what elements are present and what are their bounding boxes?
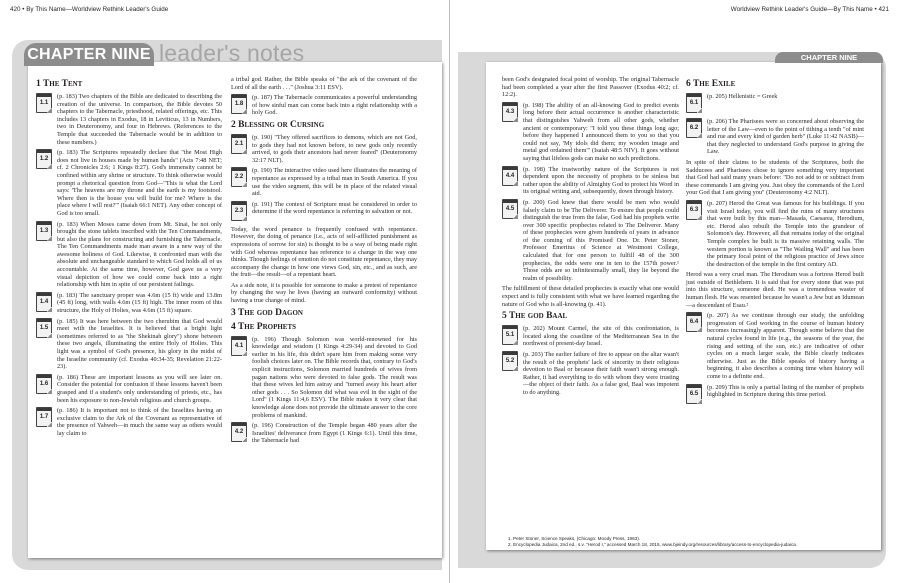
note-text: (p. 205) Hellenistic = Greek <box>707 93 778 100</box>
note-text: (p. 183) Two chapters of the Bible are dedicated to describing the creation of the universe. In comparison, the Bible devotes 50 chapters to the Tabernacle, priesthood, related offerings, etc. This includes 13 chapters in Exodus, 18 in Leviticus, 13 in Numbers, two in Deuteronomy, and four in Hebrews. (References to the Temple that succeeded the Tabernacle would be in addition to these numbers.) <box>57 93 222 146</box>
note-icon: 1.1 <box>36 93 52 113</box>
paragraph: a tribal god. Rather, the Bible speaks of "the ark of the covenant of the Lord of all the earth . . ." (Joshua 3:11 ESV). <box>231 76 417 91</box>
note-1-1 <box>36 93 222 146</box>
note-text: (p. 198) The trustworthy nature of the Scriptures is not dependent upon the necessity of prophets to be sinless but rather upon the ability of Almighty God to protect his Word in its original writing and, subsequently, down through history. <box>523 165 679 196</box>
note-icon: 2.2 <box>231 167 247 187</box>
paragraph: been God's designated focal point of worship. The original Tabernacle had been completed a year after the first Passover (Exodus 40:2; cf. 12:2). <box>502 76 679 99</box>
note-text: (p. 190) "They offered sacrifices to demons, which are not God, to gods they had not known before, to new gods only recently arrived, to gods their ancestors had never feared" (Deuteronomy 32:17 NLT). <box>252 133 417 164</box>
note-1-2 <box>36 149 222 217</box>
note-text: (p. 183) When Moses came down from Mt. Sinai, he not only brought the stone tablets inscribed with the Ten Commandments, but also the plans for constructing and furnishing the Tabernacle. The Ten Commandments made man aware in a new way of the awesome holiness of God. Likewise, it confronted man with the absolute and unchangeable standard to which God holds all of us accountable. At the same time, however, God gave us a very visual depiction of how we could come back into a right relationship with him in spite of our persistent failings. <box>57 220 222 289</box>
note-6-1 <box>686 93 864 115</box>
chapter-tab: CHAPTER NINE <box>24 43 154 66</box>
note-1-6 <box>36 374 222 404</box>
note-icon: 6.1 <box>686 93 702 113</box>
gutter-divider <box>449 0 450 583</box>
note-icon: 1.4 <box>36 292 52 312</box>
column-4 <box>686 76 864 409</box>
note-icon: 6.5 <box>686 384 702 404</box>
note-text: (p. 206) The Pharisees were so concerned about observing the letter of the Law—even to the point of tithing a tenth "of mint and rue and every kind of garden herb" (Luke 11:42 NASB)—that they neglected to understand God's purpose in giving the Law. <box>707 118 864 156</box>
footnote-2: 2. Encyclopedia Judaica, 2nd ed., s.v. "Herod I," accessed March 18, 2015, www.bjeindy.org/resources/library/access-to-encyclopedia-judaica. <box>508 542 798 548</box>
section-heading: 3 The god Dagon <box>231 307 303 318</box>
note-1-7 <box>36 407 222 437</box>
paragraph: The fulfillment of these detailed prophecies is exactly what one would expect and is fully consistent with what we have learned regarding the nature of God who is all-knowing (p. 41). <box>502 285 679 308</box>
section-subtitle: leader's notes <box>159 40 305 66</box>
running-head-right: Worldview Rethink Leader's Guide—By This Name • 421 <box>730 6 889 13</box>
note-icon: 4.5 <box>502 199 518 219</box>
section-heading: 2 Blessing or Cursing <box>231 119 325 130</box>
note-text: (p. 191) The context of Scripture must be considered in order to determine if the word repentance is referring to salvation or not. <box>252 200 417 216</box>
note-icon: 6.2 <box>686 118 702 138</box>
footnote-1: 1. Peter Stoner, Science Speaks, (Chicago: Moody Press, 1963). <box>508 536 641 541</box>
note-text: (p. 183) The sanctuary proper was 4.6m (15 ft) wide and 13.8m (45 ft) long, with walls 4.6m (15 ft) high. The inner room of this structure, the Holy of Holies, was 4.6m (15 ft) square. <box>57 291 222 315</box>
note-text: (p. 207) Herod the Great was famous for his buildings. If you visit Israel today, you will find the ruins of many structures that were built by this man—Masada, Caesarea, Herodium, etc. Herod also rebuilt the Temple into the grandeur of Solomon's day. However, all that remains today of the original Temple complex he built is its massive retaining walls. The western portion is known as "The Wailing Wall" and has been the primary focal point of the religious practice of Jews since the destruction of the temple in the first century AD. <box>707 199 864 268</box>
running-head-left: 420 • By This Name—Worldview Rethink Leader's Guide <box>10 6 169 13</box>
note-4-3 <box>502 102 679 163</box>
note-1-4 <box>36 292 222 315</box>
section-heading: 5 The god Baal <box>502 311 568 322</box>
paragraph: As a side note, it is possible for someone to make a pretest of repentance by changing the way he lives (having an outward conformity) without having a true change of mind. <box>231 281 417 305</box>
section-heading: 4 The Prophets <box>231 321 297 332</box>
note-icon: 5.2 <box>502 351 518 371</box>
note-text: (p. 187) The Tabernacle communicates a powerful understanding of how sinful man can come back into a right relationship with a holy God. <box>252 94 417 117</box>
section-heading: 6 The Exile <box>686 79 736 89</box>
note-4-1 <box>231 336 417 420</box>
paragraph: In spite of their claims to be students of the Scriptures, both the Sadducees and Pharisees chose to ignore something very important that God had said many years before: "Do not add to or subtract from these commands I am giving you. Just obey the commands of the Lord your God that I am giving you" (Deuteronomy 4:2 NLT). <box>686 158 864 197</box>
note-5-2 <box>502 351 679 397</box>
note-text: (p. 198) The ability of an all-knowing God to predict events long before their actual occurrence is another characteristic that distinguishes Yahweh from all other gods, whether ancient or contemporary: "I told you these things long ago; before they happened I announced them to you so that you could not say, 'My idols did them; my wooden image and metal god ordained them'" (Isaiah 48:5 NIV). It goes without saying that lifeless gods can make no such predictions. <box>523 101 679 162</box>
note-text: (p. 186) These are important lessons as you will see later on. Consider the potential for confusion if these lessons haven't been grasped and if a student's only understanding of priests, etc., has been his exposure to non-Jewish religious and church groups. <box>57 373 222 404</box>
note-text: (p. 202) Mount Carmel, the site of this confrontation, is located along the coastline of the Mediterranean Sea in the northwest of present-day Israel. <box>523 325 679 348</box>
note-2-1 <box>231 134 417 164</box>
note-text: (p. 207) As we continue through our study, the unfolding progression of God working in the course of human history becomes increasingly apparent. Though some believe that the natural cycles found in life (e.g., the seasons of the year, the rising and setting of the sun, etc.) are indicative of other cycles on a much larger scale, the Bible clearly indicates otherwise. Just as the Bible speaks of history having a beginning, it also describes a coming time when history will come to a definite end. <box>707 312 864 380</box>
note-icon: 1.2 <box>36 149 52 169</box>
section-heading: 1 The Tent <box>36 79 83 89</box>
note-text: (p. 183) The Scriptures repeatedly declare that "the Most High does not live in houses made by human hands" (Acts 7:48 NET; cf. 2 Chronicles 2:6; 1 Kings 8:27). God's immensity cannot be confined within any shrine or structure. To think otherwise would prompt a rhetorical question from God—"This is what the Lord says: 'The heavens are my throne and the earth is my footstool. Where then is the house you will build for me? Where is the place where I will rest?'" (Isaiah 66:1 NET). Any other concept of God is too small. <box>57 149 222 217</box>
note-icon: 1.7 <box>36 407 52 427</box>
note-2-2 <box>231 167 417 197</box>
note-2-3 <box>231 201 417 223</box>
note-icon: 1.3 <box>36 221 52 241</box>
note-1-8 <box>231 94 417 117</box>
column-3 <box>502 76 679 400</box>
note-5-1 <box>502 325 679 348</box>
paragraph: Herod was a very cruel man. The Herodium was a fortress Herod built just outside of Bethlehem. It is said that for every stone that was put into this structure, someone died. He was a tremendous waster of human flesh. He was resented because he wasn't a Jew but an Idumean—a descendant of Esau.² <box>686 271 864 309</box>
note-6-5 <box>686 384 864 406</box>
note-4-4 <box>502 166 679 196</box>
note-text: (p. 209) This is only a partial listing of the number of prophets highlighted in Scripture during this time period. <box>707 383 864 399</box>
note-icon: 1.8 <box>231 94 247 114</box>
note-text: (p. 190) The interactive video used here illustrates the meaning of repentance as expressed by a tribal man in South America. If you use the video segment, this will be in place of the related visual aid. <box>252 167 417 198</box>
paragraph: Today, the word penance is frequently confused with repentance. However, the doing of penance (i.e., acts of self-afflicted punishment as expressions of sorrow for sin) is thought to be a way of being made right with God whereas repentance has reference to a change in the way one thinks. Though feelings of emotion do not constitute repentance, they may accompany the change in how one views God, sin, etc., and as such, are the fruit—the result—of a repentant heart. <box>231 225 417 279</box>
column-1 <box>36 76 222 441</box>
note-icon: 6.3 <box>686 200 702 220</box>
note-1-3 <box>36 221 222 289</box>
note-text: (p. 200) God knew that there would be men who would falsely claim to be The Deliverer. To ensure that people could distinguish the true from the false, God had his prophets write over 300 specific prophecies related to The Deliverer. Many of these prophecies were given hundreds of years in advance of the coming of this Promised One. Dr. Peter Stoner, Professor Emeritus of Science at Westmont College, calculated that for one person to fulfill 48 of the 300 prophecies, the odds were one in ten to the 157th power.¹ Those odds are so infinitesimally small, they lie beyond the realm of possibility. <box>523 198 679 282</box>
footnotes <box>508 536 868 548</box>
note-icon: 1.6 <box>36 374 52 394</box>
note-icon: 4.4 <box>502 166 518 186</box>
note-icon: 4.3 <box>502 102 518 122</box>
note-4-5 <box>502 199 679 283</box>
note-icon: 1.5 <box>36 318 52 338</box>
note-6-3 <box>686 200 864 268</box>
note-icon: 4.1 <box>231 336 247 356</box>
note-text: (p. 185) It was here between the two cherubim that God would meet with the Israelites. It is believed that a bright light (sometimes referred to as "the Shekinah glory") shone between these two angels, illuminating the entire Holy of Holies. This light was a symbol of God's presence, his glory in the midst of the Israelite community (cf. Exodus 40:34-35; Revelation 21:22-23). <box>57 317 222 371</box>
note-text: (p. 196) Though Solomon was world-renowned for his knowledge and wisdom (1 Kings 4:29-34) and devoted to God earlier in his life, this didn't spare him from making some very foolish choices later on. The Bible records that, contrary to God's explicit instructions, Solomon married hundreds of wives from pagan nations who were devoted to false gods. The result was that these wives led him astray and "turned away his heart after other gods . . . So Solomon did what was evil in the sight of the Lord" (1 Kings 11:4,6 ESV). The Bible makes it very clear that knowledge alone does not provide the ultimate answer to the core problems of mankind. <box>252 335 417 419</box>
note-icon: 2.1 <box>231 134 247 154</box>
note-text: (p. 196) Construction of the Temple began 480 years after the Israelites' deliverance from Egypt (1 Kings 6:1). Until this time, the Tabernacle had <box>252 422 417 445</box>
note-text: (p. 203) The earlier failure of fire to appear on the altar wasn't the result of the prophets' lack of sincerity in their religious devotion to Baal or because their faith wasn't strong enough. Rather, it had everything to do with whom they were trusting—the object of their faith. As a false god, Baal was impotent to do anything. <box>523 351 679 396</box>
note-1-5 <box>36 318 222 371</box>
note-6-2 <box>686 118 864 156</box>
note-6-4 <box>686 312 864 380</box>
note-4-2 <box>231 422 417 445</box>
note-icon: 4.2 <box>231 422 247 442</box>
note-icon: 5.1 <box>502 325 518 345</box>
note-icon: 6.4 <box>686 312 702 332</box>
note-text: (p. 186) It is important not to think of the Israelites having an exclusive claim to the Ark of the Covenant as representative of the presence of Yahweh—in much the same way as others would lay claim to <box>57 407 222 437</box>
chapter-tab-right: CHAPTER NINE <box>775 52 883 63</box>
note-icon: 2.3 <box>231 201 247 221</box>
column-2 <box>231 76 417 448</box>
